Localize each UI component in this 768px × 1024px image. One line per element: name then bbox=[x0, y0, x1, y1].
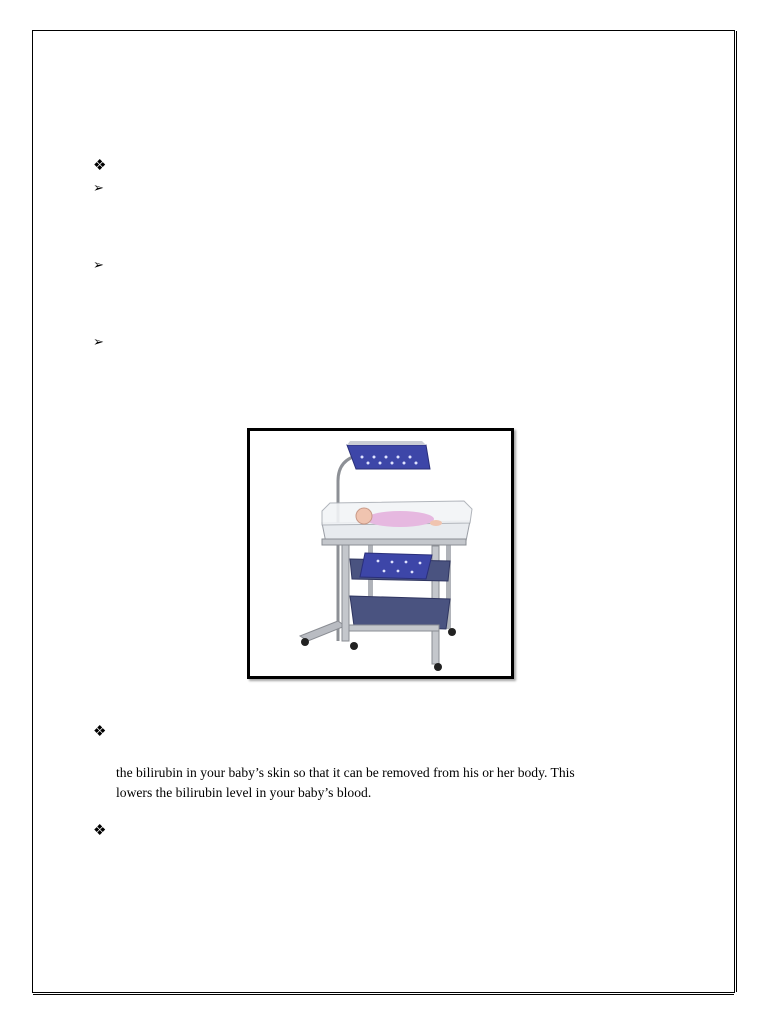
paragraph-line: the bilirubin in your baby’s skin so that it can be removed from his or her body. This bbox=[116, 765, 575, 780]
arrow-bullet-icon: ➢ bbox=[93, 257, 104, 272]
diamond-bullet-icon: ❖ bbox=[93, 823, 107, 839]
arrow-bullet-icon: ➢ bbox=[93, 180, 104, 195]
baby-body bbox=[366, 511, 434, 527]
wheel bbox=[350, 642, 358, 650]
lower-shelf-rail bbox=[349, 625, 439, 631]
leg-front-left bbox=[342, 541, 349, 641]
phototherapy-unit-figure bbox=[247, 428, 514, 679]
phototherapy-unit-icon bbox=[250, 431, 511, 676]
body-paragraph bbox=[116, 763, 676, 803]
baby-head bbox=[356, 508, 372, 524]
paragraph-line: lowers the bilirubin level in your baby’s blood. bbox=[116, 785, 372, 800]
lamp-head bbox=[347, 445, 430, 469]
bassinet-frame bbox=[322, 539, 466, 545]
wheel bbox=[448, 628, 456, 636]
diamond-bullet-icon: ❖ bbox=[93, 158, 107, 174]
arrow-bullet-icon: ➢ bbox=[93, 334, 104, 349]
diamond-bullet-icon: ❖ bbox=[93, 724, 107, 740]
baby-feet bbox=[430, 520, 442, 526]
lamp-top bbox=[347, 441, 426, 445]
lower-shelf bbox=[350, 596, 450, 629]
wheel bbox=[434, 663, 442, 671]
wheel bbox=[301, 638, 309, 646]
under-lamp bbox=[360, 553, 432, 579]
